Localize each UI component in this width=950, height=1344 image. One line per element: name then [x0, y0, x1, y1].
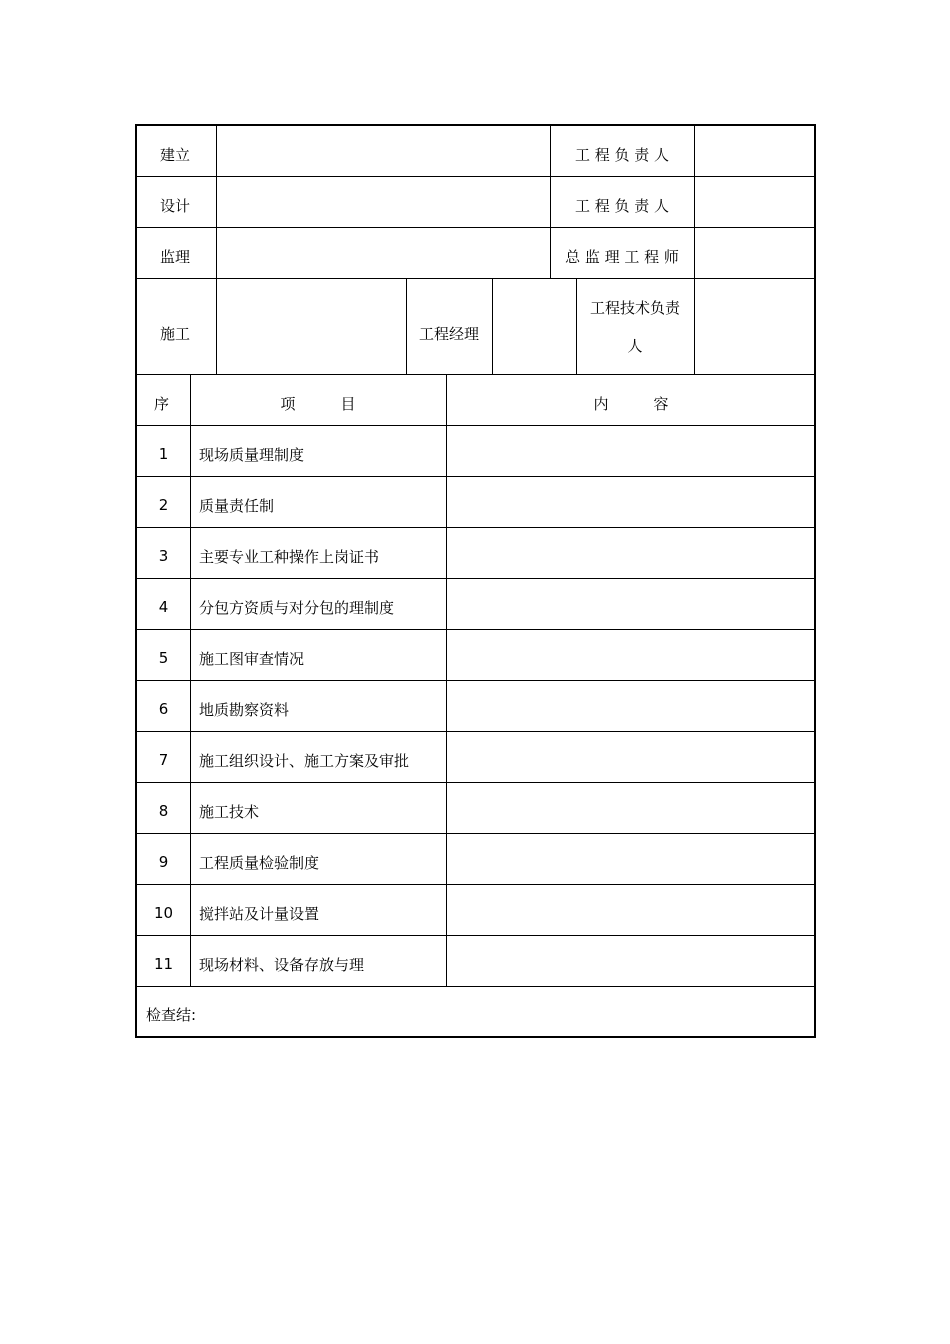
item-name: 主要专业工种操作上岗证书 — [199, 547, 380, 566]
party-name-supervision[interactable] — [216, 228, 550, 278]
manager-value[interactable] — [492, 279, 576, 374]
item-seq: 1 — [158, 445, 169, 463]
seq-header: 序 — [154, 394, 170, 413]
grid-line — [576, 278, 577, 374]
grid-line — [694, 126, 695, 374]
grid-line — [137, 731, 816, 732]
grid-line — [550, 126, 551, 278]
item-content[interactable] — [446, 834, 816, 884]
item-name: 施工组织设计、施工方案及审批 — [199, 751, 410, 770]
item-name: 工程质量检验制度 — [199, 853, 320, 872]
grid-line — [137, 227, 816, 228]
item-header: 项 目 — [280, 394, 356, 413]
tech-lead-value[interactable] — [694, 279, 816, 374]
grid-line — [137, 476, 816, 477]
role-value-design[interactable] — [694, 177, 816, 227]
item-content[interactable] — [446, 630, 816, 680]
grid-line — [137, 578, 816, 579]
party-name-construction[interactable] — [216, 279, 406, 374]
item-name: 分包方资质与对分包的理制度 — [199, 598, 395, 617]
grid-line — [137, 176, 816, 177]
item-seq: 2 — [158, 496, 169, 514]
grid-line — [137, 527, 816, 528]
content-header: 内 容 — [593, 394, 669, 413]
role-label-supervision: 总 监 理 工 程 师 — [565, 247, 679, 266]
item-seq: 6 — [158, 700, 169, 718]
item-content[interactable] — [446, 477, 816, 527]
item-seq: 9 — [158, 853, 169, 871]
role-label-design: 工 程 负 责 人 — [574, 196, 670, 215]
item-name: 搅拌站及计量设置 — [199, 904, 320, 923]
item-seq: 5 — [158, 649, 169, 667]
grid-line — [137, 833, 816, 834]
role-value-build[interactable] — [694, 126, 816, 176]
party-label-build: 建立 — [160, 145, 191, 164]
party-name-design[interactable] — [216, 177, 550, 227]
item-name: 质量责任制 — [199, 496, 275, 515]
party-label-design: 设计 — [160, 196, 191, 215]
grid-line — [446, 374, 447, 986]
grid-line — [492, 278, 493, 374]
item-name: 地质勘察资料 — [199, 700, 290, 719]
item-content[interactable] — [446, 579, 816, 629]
grid-line — [406, 278, 407, 374]
party-label-construction: 施工 — [160, 325, 191, 343]
item-name: 施工图审查情况 — [199, 649, 305, 668]
grid-line — [137, 374, 816, 375]
role-value-supervision[interactable] — [694, 228, 816, 278]
item-name: 现场质量理制度 — [199, 445, 305, 464]
grid-line — [137, 629, 816, 630]
item-content[interactable] — [446, 936, 816, 986]
grid-line — [137, 986, 816, 987]
grid-line — [137, 680, 816, 681]
role-label-build: 工 程 负 责 人 — [574, 145, 670, 164]
item-seq: 4 — [158, 598, 169, 616]
tech-lead-label-line2: 人 — [627, 336, 643, 355]
item-content[interactable] — [446, 528, 816, 578]
tech-lead-label — [576, 279, 694, 374]
grid-line — [137, 278, 816, 279]
grid-line — [137, 782, 816, 783]
grid-line — [137, 425, 816, 426]
grid-line — [190, 374, 191, 986]
grid-line — [137, 884, 816, 885]
item-content[interactable] — [446, 885, 816, 935]
grid-line — [137, 935, 816, 936]
party-name-build[interactable] — [216, 126, 550, 176]
item-seq: 11 — [153, 955, 174, 973]
manager-label: 工程经理 — [418, 325, 479, 343]
item-name: 施工技术 — [199, 802, 260, 821]
grid-line — [216, 126, 217, 374]
item-seq: 7 — [158, 751, 169, 769]
conclusion-label: 检查结: — [146, 1006, 197, 1024]
item-content[interactable] — [446, 732, 816, 782]
item-content[interactable] — [446, 783, 816, 833]
item-content[interactable] — [446, 426, 816, 476]
item-seq: 10 — [153, 904, 174, 922]
item-content[interactable] — [446, 681, 816, 731]
item-seq: 3 — [158, 547, 169, 565]
item-seq: 8 — [158, 802, 169, 820]
inspection-form — [135, 124, 816, 1038]
party-label-supervision: 监理 — [160, 247, 191, 266]
tech-lead-label-line1: 工程技术负责 — [589, 298, 680, 317]
item-name: 现场材料、设备存放与理 — [199, 955, 365, 974]
